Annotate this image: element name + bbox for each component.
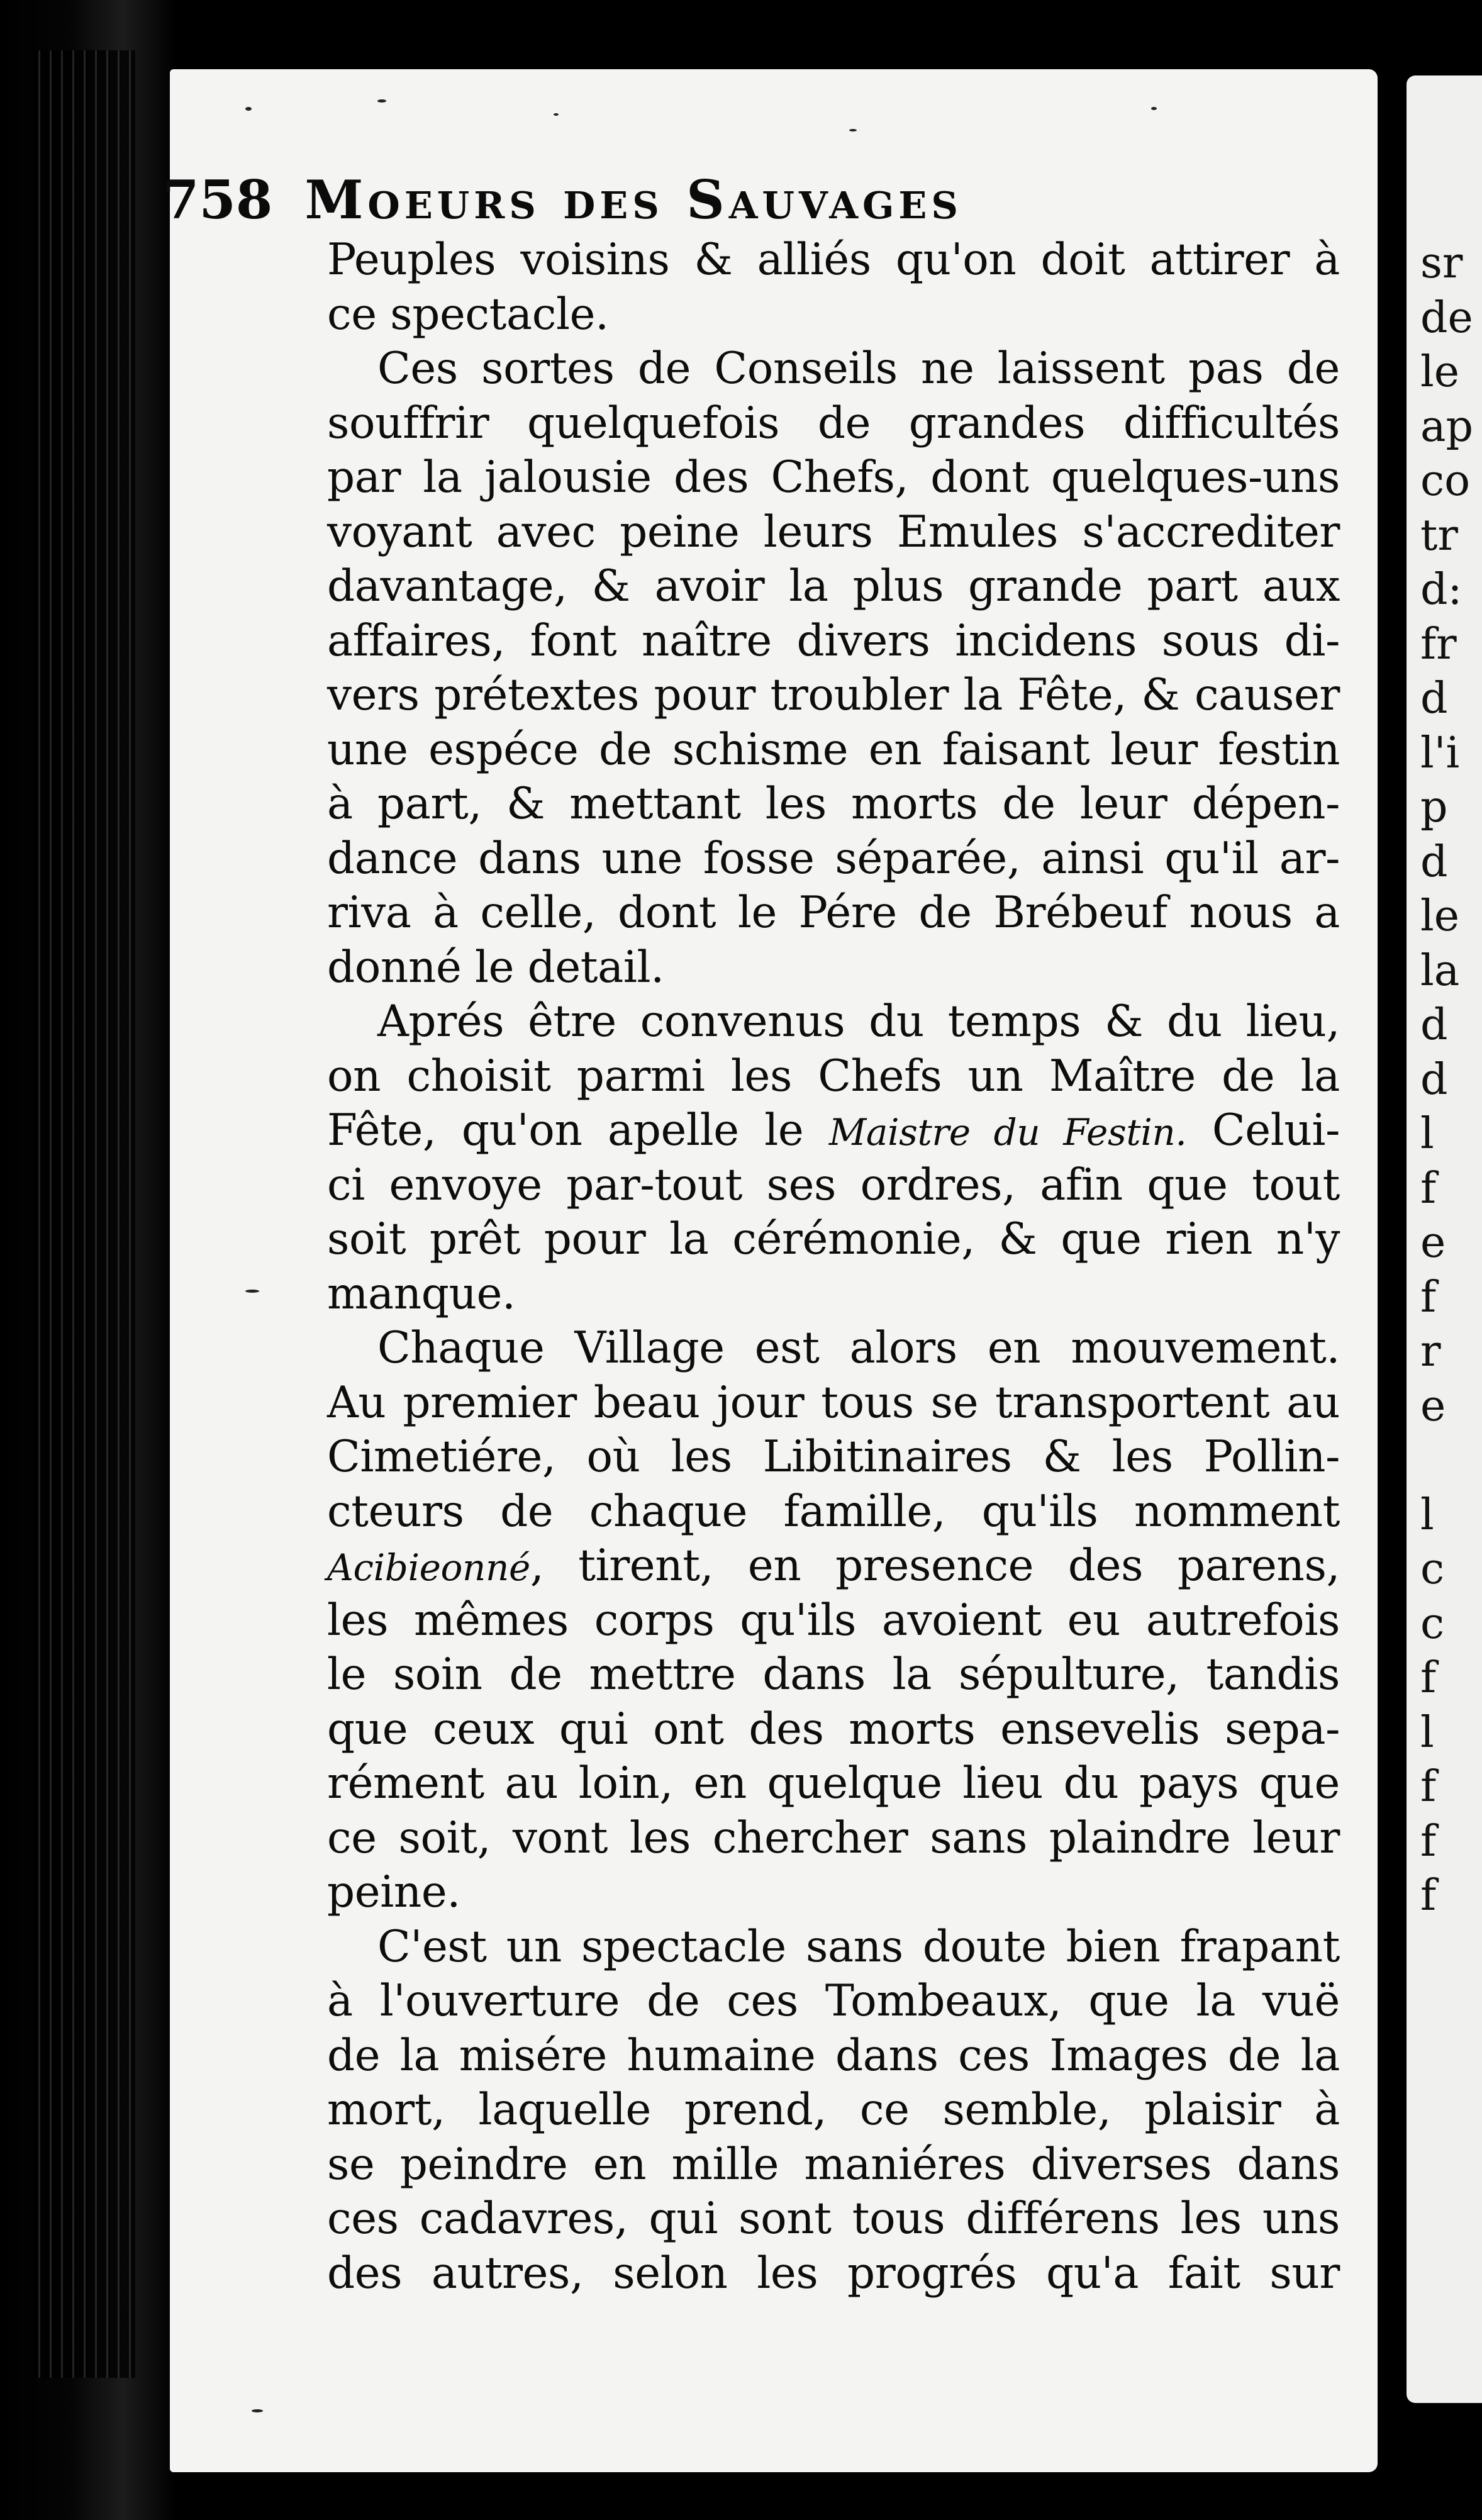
text-line: une espéce de schisme en faisant leur festin: [327, 724, 1340, 775]
text-line: donné le detail.: [327, 942, 664, 993]
facing-page-fragment: d: [1420, 1000, 1448, 1050]
text-line: cteurs de chaque famille, qu'ils nomment: [327, 1486, 1340, 1537]
text-line: Au premier beau jour tous se transportent au: [327, 1377, 1340, 1428]
print-speck: [554, 113, 559, 116]
text-line: riva à celle, dont le Pére de Brébeuf nous a: [327, 888, 1340, 938]
italic-term: Maistre du Festin.: [828, 1111, 1187, 1154]
page-number: 758: [162, 169, 273, 231]
text-line: ce soit, vont les chercher sans plaindre leur: [327, 1812, 1340, 1863]
book-binding: [0, 0, 176, 2520]
facing-page-fragment: f: [1420, 1762, 1437, 1812]
facing-page-fragment: fr: [1420, 619, 1457, 669]
facing-page-fragment: d:: [1420, 565, 1462, 615]
text-line: Ces sortes de Conseils ne laissent pas de: [377, 343, 1340, 394]
facing-page-fragment: f: [1420, 1871, 1437, 1921]
text-line: souffrir quelquefois de grandes difficultés: [327, 398, 1340, 449]
text-line: affaires, font naître divers incidens sous di-: [327, 615, 1340, 666]
body-text: [327, 233, 1340, 2300]
text-line: que ceux qui ont des morts ensevelis sepa-: [327, 1703, 1340, 1754]
print-speck: [252, 2409, 263, 2412]
text-line: à l'ouverture de ces Tombeaux, que la vuë: [327, 1976, 1340, 2026]
text-line: des autres, selon les progrés qu'a fait sur: [327, 2248, 1340, 2299]
facing-page-fragment: c: [1420, 1544, 1445, 1594]
text-line: manque.: [327, 1268, 516, 1319]
facing-page-fragment: f: [1420, 1653, 1437, 1703]
text-line: Chaque Village est alors en mouvement.: [377, 1323, 1340, 1373]
facing-page-fragment: p: [1420, 783, 1448, 832]
text-line: rément au loin, en quelque lieu du pays que: [327, 1758, 1340, 1809]
text-line: [327, 1103, 1340, 1158]
text-segment: , tirent, en presence des parens,: [530, 1541, 1340, 1591]
print-speck: [377, 99, 386, 103]
facing-page-fragment: tr: [1420, 510, 1458, 560]
facing-page-fragment: f: [1420, 1163, 1437, 1213]
text-line: soit prêt pour la cérémonie, & que rien n'y: [327, 1214, 1340, 1264]
facing-page-fragment: f: [1420, 1272, 1437, 1322]
text-line: C'est un spectacle sans doute bien frapant: [377, 1921, 1340, 1972]
facing-page-fragment: sr: [1420, 238, 1463, 288]
facing-page-fragment: r: [1420, 1327, 1441, 1376]
text-line: vers prétextes pour troubler la Fête, & causer: [327, 670, 1340, 720]
facing-page-edge: [1407, 75, 1482, 2403]
facing-page-fragment: le: [1420, 891, 1459, 941]
text-line: ce spectacle.: [327, 289, 609, 340]
facing-page-fragment: de: [1420, 293, 1473, 343]
facing-page-fragment: d: [1420, 674, 1448, 723]
text-line: le soin de mettre dans la sépulture, tandis: [327, 1649, 1340, 1700]
text-segment: Celui-: [1186, 1105, 1340, 1156]
facing-page-fragment: l: [1420, 1109, 1434, 1159]
running-title: Moeurs des Sauvages: [304, 169, 962, 231]
facing-page-fragment: la: [1420, 945, 1460, 996]
print-speck: [245, 1290, 259, 1293]
facing-page-fragment: l: [1420, 1490, 1434, 1540]
text-line: se peindre en mille maniéres diverses dans: [327, 2139, 1340, 2190]
facing-page-fragment: le: [1420, 347, 1459, 397]
text-line: ces cadavres, qui sont tous différens les uns: [327, 2194, 1340, 2244]
text-line: par la jalousie des Chefs, dont quelques-uns: [327, 452, 1340, 503]
text-line: Cimetiére, où les Libitinaires & les Pollin-: [327, 1432, 1340, 1482]
text-line: voyant avec peine leurs Emules s'accrediter: [327, 506, 1340, 557]
text-line: on choisit parmi les Chefs un Maître de la: [327, 1051, 1340, 1101]
text-line: mort, laquelle prend, ce semble, plaisir à: [327, 2085, 1340, 2135]
facing-page-fragment: c: [1420, 1598, 1445, 1649]
print-speck: [245, 107, 252, 111]
facing-page-fragment: ap: [1420, 401, 1474, 452]
print-speck: [1151, 107, 1157, 110]
text-line: de la misére humaine dans ces Images de la: [327, 2030, 1340, 2081]
facing-page-fragment: e: [1420, 1218, 1446, 1268]
facing-page-fragment: l'i: [1420, 728, 1460, 778]
text-line: Aprés être convenus du temps & du lieu,: [377, 996, 1340, 1047]
facing-page-fragment: e: [1420, 1381, 1446, 1431]
text-segment: Fête, qu'on apelle le: [327, 1105, 829, 1156]
text-line: peine.: [327, 1867, 460, 1917]
facing-page-fragment: d: [1420, 837, 1448, 887]
italic-term: Acibieonné: [327, 1546, 530, 1589]
text-line: Peuples voisins & alliés qu'on doit attirer à: [327, 235, 1340, 285]
text-line: à part, & mettant les morts de leur dépen-: [327, 779, 1340, 829]
text-line: ci envoye par-tout ses ordres, afin que tout: [327, 1159, 1340, 1210]
facing-page-fragment: f: [1420, 1816, 1437, 1866]
print-speck: [849, 129, 857, 131]
facing-page-fragment: l: [1420, 1707, 1434, 1758]
facing-page-fragment: d: [1420, 1054, 1448, 1105]
text-line: davantage, & avoir la plus grande part aux: [327, 561, 1340, 611]
text-line: [327, 1539, 1340, 1593]
facing-page-fragment: co: [1420, 456, 1471, 506]
text-line: dance dans une fosse séparée, ainsi qu'il ar-: [327, 833, 1340, 884]
text-line: les mêmes corps qu'ils avoient eu autrefois: [327, 1595, 1340, 1646]
binding-edge-texture: [35, 50, 135, 2378]
